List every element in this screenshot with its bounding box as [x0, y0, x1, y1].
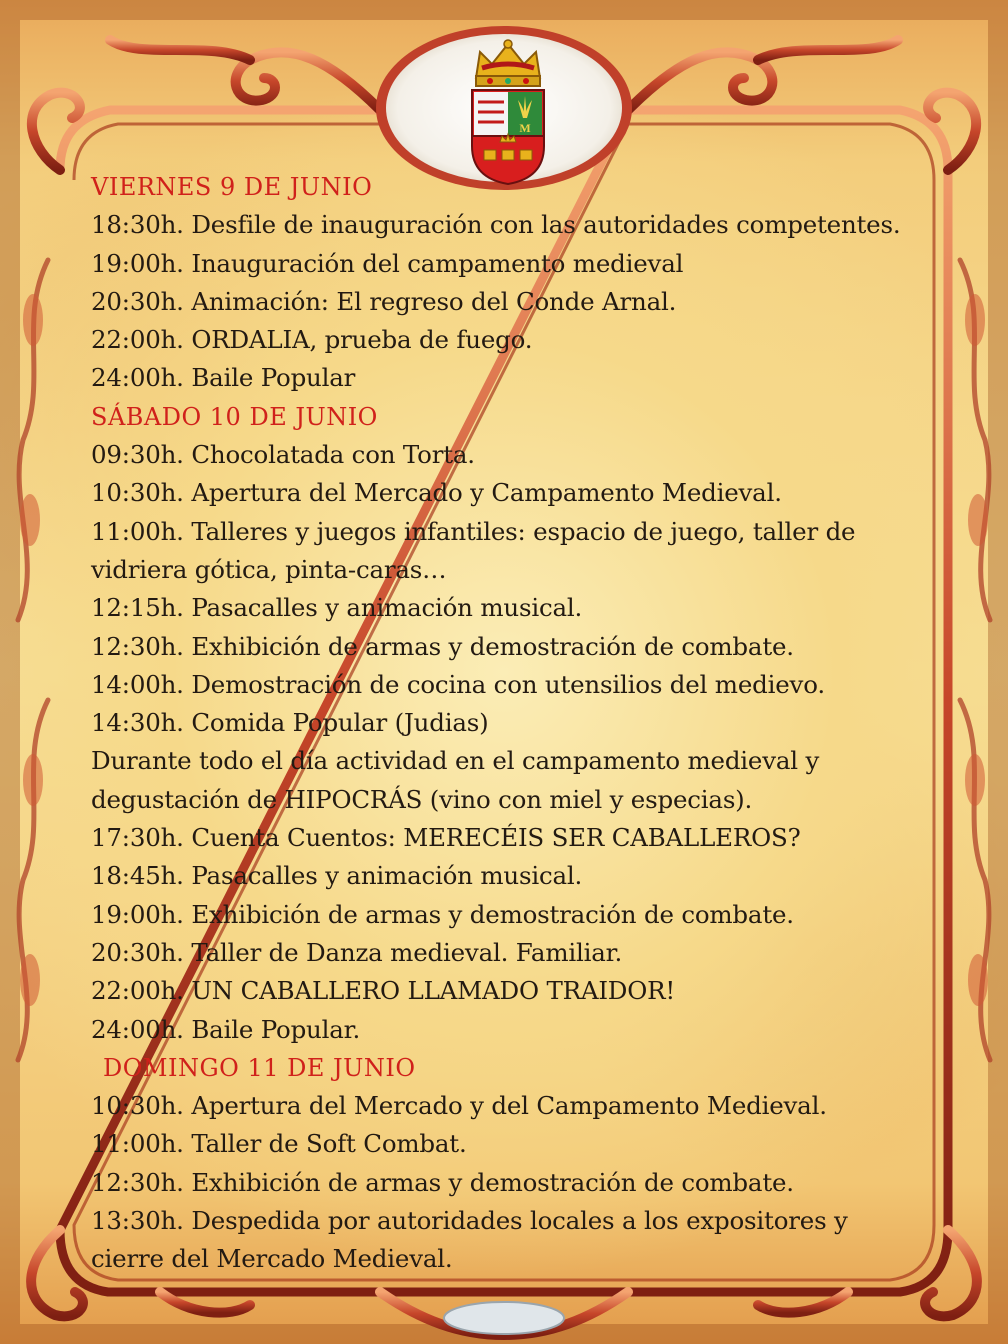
- schedule-line: degustación de HIPOCRÁS (vino con miel y especias).: [91, 784, 753, 814]
- schedule-line: 11:00h. Taller de Soft Combat.: [91, 1129, 467, 1159]
- program-schedule: [91, 168, 971, 1279]
- schedule-line: 12:30h. Exhibición de armas y demostración de combate.: [91, 631, 794, 661]
- schedule-line: 22:00h. ORDALIA, prueba de fuego.: [91, 325, 533, 355]
- day-heading: VIERNES 9 DE JUNIO: [91, 173, 373, 201]
- municipal-coat-of-arms-icon: [466, 38, 550, 186]
- schedule-line: vidriera gótica, pinta-caras…: [91, 554, 447, 584]
- schedule-line: 17:30h. Cuenta Cuentos: MERECÉIS SER CABALLEROS?: [91, 823, 801, 853]
- schedule-line: 10:30h. Apertura del Mercado y Campamento Medieval.: [91, 478, 782, 508]
- schedule-line: 24:00h. Baile Popular: [91, 363, 356, 393]
- schedule-line: 12:30h. Exhibición de armas y demostración de combate.: [91, 1167, 794, 1197]
- schedule-line: 12:15h. Pasacalles y animación musical.: [91, 593, 583, 623]
- schedule-line: 11:00h. Talleres y juegos infantiles: espacio de juego, taller de: [91, 516, 856, 546]
- schedule-line: 18:45h. Pasacalles y animación musical.: [91, 861, 583, 891]
- schedule-line: 22:00h. UN CABALLERO LLAMADO TRAIDOR!: [91, 976, 676, 1006]
- schedule-line: 09:30h. Chocolatada con Torta.: [91, 440, 475, 470]
- schedule-line: 10:30h. Apertura del Mercado y del Campamento Medieval.: [91, 1091, 827, 1121]
- schedule-line: 14:00h. Demostración de cocina con utensilios del medievo.: [91, 669, 825, 699]
- schedule-line: cierre del Mercado Medieval.: [91, 1244, 453, 1274]
- schedule-line: 18:30h. Desfile de inauguración con las autoridades competentes.: [91, 210, 901, 240]
- schedule-line: 20:30h. Animación: El regreso del Conde Arnal.: [91, 286, 677, 316]
- day-heading: SÁBADO 10 DE JUNIO: [91, 402, 378, 431]
- svg-text:M: M: [519, 121, 531, 135]
- schedule-line: 13:30h. Despedida por autoridades locales a los expositores y: [91, 1206, 848, 1236]
- schedule-line: Durante todo el día actividad en el campamento medieval y: [91, 746, 820, 776]
- day-heading: DOMINGO 11 DE JUNIO: [103, 1053, 416, 1082]
- schedule-line: 19:00h. Inauguración del campamento medieval: [91, 248, 684, 278]
- schedule-line: 14:30h. Comida Popular (Judias): [91, 708, 489, 738]
- schedule-line: 19:00h. Exhibición de armas y demostración de combate.: [91, 899, 794, 929]
- schedule-line: 20:30h. Taller de Danza medieval. Familiar.: [91, 937, 623, 967]
- schedule-line: 24:00h. Baile Popular.: [91, 1014, 361, 1044]
